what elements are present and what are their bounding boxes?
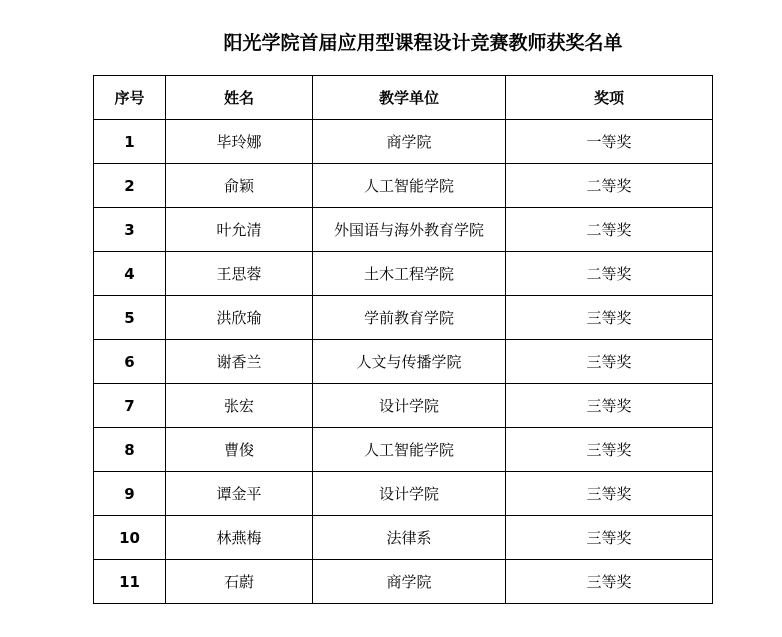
- cell-award: 三等奖: [506, 472, 713, 516]
- header-award: 奖项: [506, 76, 713, 120]
- cell-serial-number: 9: [94, 472, 166, 516]
- cell-serial-number: 6: [94, 340, 166, 384]
- cell-teaching-unit: 土木工程学院: [313, 252, 506, 296]
- table-row: [94, 164, 713, 208]
- table-row: [94, 340, 713, 384]
- cell-teaching-unit: 人文与传播学院: [313, 340, 506, 384]
- cell-award: 三等奖: [506, 340, 713, 384]
- cell-serial-number: 2: [94, 164, 166, 208]
- cell-serial-number: 10: [94, 516, 166, 560]
- cell-serial-number: 7: [94, 384, 166, 428]
- cell-award: 三等奖: [506, 296, 713, 340]
- cell-teaching-unit: 人工智能学院: [313, 428, 506, 472]
- cell-teaching-unit: 商学院: [313, 560, 506, 604]
- cell-name: 叶允清: [166, 208, 313, 252]
- cell-name: 毕玲娜: [166, 120, 313, 164]
- cell-name: 洪欣瑜: [166, 296, 313, 340]
- cell-teaching-unit: 商学院: [313, 120, 506, 164]
- cell-teaching-unit: 法律系: [313, 516, 506, 560]
- cell-name: 林燕梅: [166, 516, 313, 560]
- cell-name: 张宏: [166, 384, 313, 428]
- table-row: [94, 472, 713, 516]
- cell-serial-number: 8: [94, 428, 166, 472]
- header-name: 姓名: [166, 76, 313, 120]
- cell-teaching-unit: 外国语与海外教育学院: [313, 208, 506, 252]
- cell-teaching-unit: 人工智能学院: [313, 164, 506, 208]
- table-row: [94, 560, 713, 604]
- cell-award: 三等奖: [506, 560, 713, 604]
- cell-teaching-unit: 设计学院: [313, 384, 506, 428]
- cell-teaching-unit: 学前教育学院: [313, 296, 506, 340]
- table-row: [94, 120, 713, 164]
- cell-award: 二等奖: [506, 252, 713, 296]
- cell-award: 三等奖: [506, 516, 713, 560]
- table-row: [94, 428, 713, 472]
- page-title: 阳光学院首届应用型课程设计竞赛教师获奖名单: [223, 32, 623, 54]
- table-header-row: [94, 76, 713, 120]
- cell-serial-number: 5: [94, 296, 166, 340]
- cell-award: 三等奖: [506, 428, 713, 472]
- cell-teaching-unit: 设计学院: [313, 472, 506, 516]
- award-table: [93, 75, 713, 604]
- cell-award: 三等奖: [506, 384, 713, 428]
- cell-name: 谢香兰: [166, 340, 313, 384]
- header-serial-number: 序号: [94, 76, 166, 120]
- table-row: [94, 252, 713, 296]
- table-row: [94, 296, 713, 340]
- cell-name: 谭金平: [166, 472, 313, 516]
- table-row: [94, 384, 713, 428]
- cell-award: 二等奖: [506, 164, 713, 208]
- cell-name: 王思蓉: [166, 252, 313, 296]
- cell-award: 一等奖: [506, 120, 713, 164]
- header-teaching-unit: 教学单位: [313, 76, 506, 120]
- cell-name: 俞颖: [166, 164, 313, 208]
- cell-award: 二等奖: [506, 208, 713, 252]
- cell-serial-number: 4: [94, 252, 166, 296]
- table-row: [94, 208, 713, 252]
- cell-serial-number: 1: [94, 120, 166, 164]
- cell-serial-number: 3: [94, 208, 166, 252]
- table-row: [94, 516, 713, 560]
- cell-serial-number: 11: [94, 560, 166, 604]
- cell-name: 石蔚: [166, 560, 313, 604]
- cell-name: 曹俊: [166, 428, 313, 472]
